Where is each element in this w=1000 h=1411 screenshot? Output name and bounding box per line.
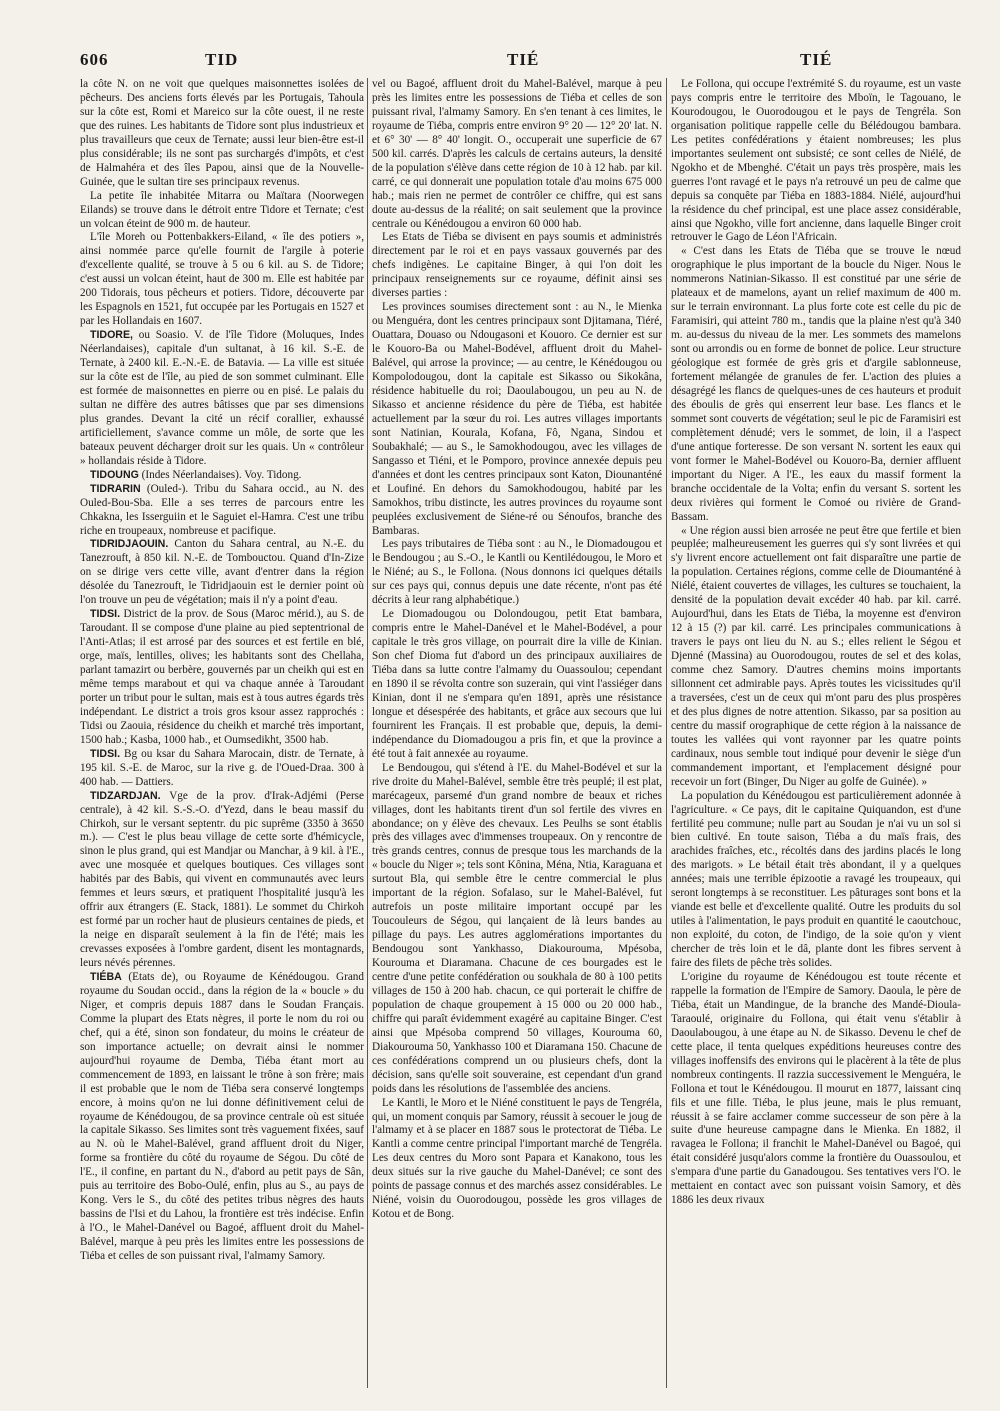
dictionary-entry bbox=[80, 329, 364, 469]
column-divider bbox=[666, 78, 667, 1388]
header-center-word: TIÉ bbox=[507, 50, 540, 69]
entry-headword: TIDSI. bbox=[90, 608, 121, 621]
paragraph-text: (Ouled-). Tribu du Sahara occid., au N. des Ouled-Bou-Sba. Elle a ses terres de parcours entre les Chkakna, les Isserguiin et le Saguiet el-Hamra. C'est une tribu riche en troupeaux, nombreuse et pacifique. bbox=[80, 482, 364, 537]
paragraph bbox=[80, 190, 364, 232]
paragraph-text: Les pays tributaires de Tiéba sont : au N., le Diomadougou et le Bendougou ; au S.-O., le Kantli ou Kentilédougou, le Moro et le Niéné; au S., le Follona. (Nous donnons ici quelques détails sur ces pays qui, connus depuis une date récente, n'ont pas été décrits à leur rang alphabétique.) bbox=[372, 538, 662, 607]
entry-headword: TIÉBA bbox=[90, 971, 122, 983]
text-column-2 bbox=[372, 78, 662, 1388]
entry-headword: TIDORE, bbox=[90, 329, 133, 342]
paragraph-text: Le Follona, qui occupe l'extrémité S. du royaume, est un vaste pays compris entre le territoire des Mboïn, le Tagouano, le Kourodougou, le Ouorodougou et le pays de Tengréla. Son organisation politique rappelle celle du Bélédougou bambara. Les petites confédérations y étaient nombreuses; les plus importantes seulement ont subsisté; ce sont celles de Niélé, de Ngokho et de Mbenghé. C'était un pays très prospère, mais les guerres l'ont ravagé et le pays n'a retrouvé un peu de calme que depuis sa conquête par Tiéba en 1883-1884. Niélé, aujourd'hui la résidence du chef principal, est une place assez considérable, ainsi que Ngokho, ville fort ancienne, dans laquelle Binger croit retrouver le Gago de Léon l'Africain. bbox=[671, 78, 961, 244]
paragraph bbox=[372, 231, 662, 301]
dictionary-entry bbox=[80, 608, 364, 748]
header-right-word: TIÉ bbox=[800, 50, 833, 69]
column-divider bbox=[367, 78, 368, 1388]
paragraph-text: La population du Kénédougou est particulièrement adonnée à l'agriculture. « Ce pays, dit le capitaine Quiquandon, est d'une fertilité peu commune; nulle part au Soudan je n'ai vu un sol si bien cultivé. En toute saison, Tiéba a du maïs frais, des arachides fraîches, etc., récoltés dans des jardins placés le long des marigots. » Le bétail était très abondant, il y a quelques années; mais une terrible épizootie a ravagé les troupeaux, qui seront longtemps à se reconstituer. Les pâturages sont bons et la viande est belle et d'excellente qualité. Outre les produits du sol utiles à l'alimentation, le pays produit en quantité le caoutchouc, non exploité, du coton, de l'indigo, de la soie qu'on y vient chercher de très loin et le dâ, plante dont les fibres servent à faire des filets de pêche très solides. bbox=[671, 789, 961, 970]
paragraph bbox=[372, 1097, 662, 1223]
paragraph bbox=[671, 525, 961, 790]
paragraph-text: Bg ou ksar du Sahara Marocain, distr. de Ternate, à 195 kil. S.-E. de Maroc, sur la rive g. de l'Oued-Draa. 300 à 400 hab. — Dattiers. bbox=[80, 747, 364, 788]
dictionary-entry bbox=[80, 748, 364, 790]
dictionary-entry bbox=[80, 971, 364, 1264]
paragraph-text: Le Bendougou, qui s'étend à l'E. du Mahel-Bodével et sur la rive droite du Mahel-Balével, semble être très peuplé; il est plat, marécageux, parsemé d'un grand nombre de beaux et riches villages, dont les habitants tirent d'un sol fertile des vivres en abondance; on y élève des chevaux. Les Peulhs se sont établis près des villages avec d'immenses troupeaux. On y rencontre de très grands centres, connus de presque tous les marchands de la « boucle du Niger »; tels sont Kônina, Ména, Ntia, Karaguana et surtout Bla, qui semble être le centre commercial le plus important de la région. Sofalaso, sur le Mahel-Balével, fut autrefois un poste militaire important occupé par les Toucouleurs de Ségou, qui lançaient de là leurs bandes au pillage du pays. Les autres agglomérations importantes du Bendougou sont Yankhasso, Diakourouma, Mpésoba, Kourouma et Diaramana. Chacune de ces bourgades est le centre d'une petite confédération ou soukhala de 80 à 100 petits villages de 150 à 200 hab. chacun, ce qui porterait le chiffre de population de chaque groupement à 15 000 ou 20 000 hab., chiffre qui paraît évidemment exagéré au capitaine Binger. C'est ainsi que Mpésoba comprend 50 villages, Kourouma 60, Diakourouma 50, Yankhasso 100 et Diaramana 150. Chacune de ces confédérations comprend un ou plusieurs chefs, dont la décision, sans qu'elle soit souveraine, est cependant d'un grand poids dans les résolutions de l'assemblée des anciens. bbox=[372, 761, 662, 1095]
paragraph-text: Vge de la prov. d'Irak-Adjémi (Perse centrale), à 42 kil. S.-S.-O. d'Yezd, dans le beau massif du Chirkoh, sur le versant septentr. du pic suprême (3350 à 3650 m.). — C'est le plus beau village de cette sorte d'hémicycle, sinon le plus grand, qui est Mandjar ou Manchar, à 9 kil. à l'E., avec une mosquée et quelques boutiques. Ces villages sont habités par des Babis, qui vivent en communautés avec leurs femmes et leurs sœurs, et pratiquent l'hospitalité jusqu'à les offrir aux étrangers (E. Stack, 1881). Le sommet du Chirkoh est formé par un rocher haut de plusieurs centaines de pieds, et la neige en disparaît seulement à la fin de l'été; mais les crevasses exposées à l'ombre gardent, disent les montagnards, leurs névés pérennes. bbox=[80, 789, 364, 970]
paragraph-text: « C'est dans les Etats de Tiéba que se trouve le nœud orographique le plus important de la boucle du Niger. Nous le nommerons Natinian-Sikasso. Il est constitué par une série de plateaux et de mamelons, ayant un relief maximum de 400 m. sur le terrain environnant. La plus forte cote est celle du pic de Faramisiri, qui atteint 780 m., tandis que la plaine n'est qu'à 340 m. au-dessus du niveau de la mer. Les sommets des mamelons sont ou arrondis ou en forme de bonnet de police. Leur structure géologique est formée de grès gris et d'argile sablonneuse, fortement mélangée de granules de fer. L'action des pluies a désagrégé les flancs de quelques-unes de ces hauteurs et produit des éboulis de grès qui enserrent leur base. Les flancs et le sommet sont couverts de végétation; seul le pic de Faramisiri est complètement dénudé; vers le sommet, de loin, il a l'aspect d'une antique forteresse. De son versant N. sortent les eaux qui vont former le Mahel-Bodével ou Kouoro-Ba, dernier affluent important du Niger. A l'E., les eaux du massif forment la branche occidentale de la Volta; enfin du versant S. sortent les deux rivières qui forment le Comoé ou rivière de Grand-Bassam. bbox=[671, 245, 961, 523]
entry-headword: TIDSI. bbox=[90, 747, 121, 760]
paragraph bbox=[372, 762, 662, 1097]
paragraph-text: Le Kantli, le Moro et le Niéné constituent le pays de Tengréla, qui, un moment conquis par Samory, réussit à secouer le joug de l'almamy et à se placer en 1887 sous le protectorat de Tiéba. Le Kantli a comme centre principal l'important marché de Tengréla. Les deux centres du Moro sont Papara et Kanakono, tous les deux situés sur la rive gauche du Mahel-Danével; ce sont des points de passage connus et des marchés assez considérables. Le Niéné, voisin du Ouorodougou, possède les gros villages de Kotou et de Bong. bbox=[372, 1096, 662, 1221]
paragraph bbox=[80, 78, 364, 190]
paragraph bbox=[671, 78, 961, 245]
entry-headword: TIDRIDJAOUIN. bbox=[90, 538, 169, 551]
paragraph bbox=[671, 245, 961, 524]
paragraph-text: « Une région aussi bien arrosée ne peut être que fertile et bien peuplée; malheureusement les guerres qui s'y sont livrées et qui s'y livrent encore actuellement ont fait disparaître une partie de la population. Certaines régions, comme celle de Dioumanténé à Niélé, étaient couvertes de villages, les cultures se touchaient, la densité de la population devait excéder 40 hab. par kil. carré. Aujourd'hui, dans les Etats de Tiéba, la moyenne est d'environ 12 à 15 (?) par kil. carré. Les principales communications à travers le pays ont lieu du N. au S.; elles relient le Ségou et Djenné (Massina) au Ouorodougou, routes de sel et des kolas, comme chez Samory. D'autres chemins moins importants sillonnent cet admirable pays. Après toutes les vicissitudes qu'il a traversées, c'est un de ceux qui m'ont paru des plus prospères et des plus dignes de notre attention. Sikasso, par sa position au centre du massif orographique de cette région à la naissance de toutes les vallées qui vont rayonner par les quatre points cardinaux, nous semble tout indiqué pour devenir le siège d'un commandement important, et l'emplacement désigné pour recevoir un fort (Binger, Du Niger au golfe de Guinée). » bbox=[671, 524, 961, 788]
paragraph-text: Les Etats de Tiéba se divisent en pays soumis et administrés directement par le roi et en pays vassaux gouvernés par des chefs indigènes. Le capitaine Binger, à qui l'on doit les principaux renseignements sur ce royaume, définit ainsi ses diverses parties : bbox=[372, 231, 662, 300]
paragraph-text: District de la prov. de Sous (Maroc mérid.), au S. de Taroudant. Il se compose d'une plaine au pied septentrional de l'Anti-Atlas; il est arrosé par des sources et est fertile en blé, orge, maïs, lentilles, olives; les habitants sont des Chellaha, parlant tamazirt ou berbère, gouvernés par un cheikh qui est en même temps marabout et qui va chaque année à Taroudant porter un tribut pour le sultan, mais est à tous autres égards très indépendant. Le district a trois gros ksour assez rapprochés : Tidsi ou Zaouia, résidence du cheikh et marché très important, 1500 hab.; Kasba, 1000 hab., et Oumsedikht, 3500 hab. bbox=[80, 608, 364, 746]
paragraph-text: (Indes Néerlandaises). Voy. Tidong. bbox=[138, 468, 302, 481]
paragraph-text: L'île Moreh ou Pottenbakkers-Eiland, « île des potiers », ainsi nommée parce qu'elle fournit de l'argile à poterie d'excellente qualité, se trouve à 5 ou 6 kil. au S. de Tidore; c'est aussi un volcan éteint, haut de 300 m. Elle est habitée par 200 Tidorais, tous pêcheurs et potiers. Tidore, découverte par les Espagnols en 1521, fut occupée par les Portugais en 1527 et par les Hollandais en 1607. bbox=[80, 231, 364, 328]
dictionary-entry bbox=[80, 483, 364, 539]
paragraph-text: (Etats de), ou Royaume de Kénédougou. Grand royaume du Soudan occid., dans la région de la « boucle » du Niger, et compris depuis 1887 dans le Soudan Français. Comme la plupart des Etats nègres, il porte le nom du roi ou chef, qui a été, sinon son fondateur, du moins le créateur de son importance actuelle; on devrait ainsi le nommer aujourd'hui royaume de Demba, Tiéba étant mort au commencement de 1893, en laissant le trône à son frère; mais il est probable que le nom de Tiéba sera conservé longtemps encore, à moins qu'on ne lui donne définitivement celui de royaume de Kénédougou, de sa province centrale où est située la capitale Sikasso. Ses limites sont très vaguement fixées, sauf au N. où le Mahel-Balével, grand affluent droit du Niger, forme sa frontière du côté du royaume de Ségou. Du côté de l'E., il confine, en partant du N., d'abord au petit pays de Sân, puis au territoire des Bobo-Oulé, enfin, plus au S., au pays de Kong. Vers le S., du côté des petites tribus nègres des hauts bassins de l'Isi et du Lahou, la frontière est très indécise. Enfin à l'O., le Mahel-Danével ou Bagoé, affluent droit du Mahel-Balével, marque à peu près les limites entre les possessions de Tiéba et celles de son puissant rival, l'almamy Samory. bbox=[80, 971, 364, 1263]
paragraph-text: La petite île inhabitée Mitarra ou Maïtara (Noorwegen Eilands) se trouve dans le détroit entre Tidore et Ternate; c'est un volcan éteint de 900 m. de hauteur. bbox=[80, 189, 364, 230]
paragraph-text: vel ou Bagoé, affluent droit du Mahel-Balével, marque à peu près les limites entre les possessions de Tiéba et celles de son puissant rival, l'almamy Samory. En s'en tenant à ces limites, le royaume de Tiéba, compris entre environ 9° 20 — 12° 20' lat. N. et 6° 30' — 8° 40' longit. O., occuperait une superficie de 67 500 kil. carrés. D'après les calculs de certains auteurs, la densité de la population s'élève dans cette région de 10 à 12 hab. par kil. carré, ce qui donnerait une population totale d'au moins 675 000 hab.; mais rien ne permet de contrôler ce chiffre, qui est sans doute au-dessus de la réalité; on sait seulement que la province centrale ou Kénédougou a environ 60 000 hab. bbox=[372, 78, 662, 230]
paragraph bbox=[671, 971, 961, 1208]
page-number: 606 bbox=[80, 50, 109, 69]
paragraph-text: Canton du Sahara central, au N.-E. du Tanezrouft, à 850 kil. N.-E. de Tombouctou. Quand d'In-Zize on se dirige vers cette ville, avant d'entrer dans la région désolée du Tanezrouft, le Tidridjaouin est le dernier point où l'on trouve un peu de végétation; mais il n'y a point d'eau. bbox=[80, 538, 364, 607]
text-column-1 bbox=[80, 78, 364, 1388]
paragraph-text: la côte N. on ne voit que quelques maisonnettes isolées de pêcheurs. Des anciens forts élevés par les Portugais, Tahoula sur la côte est, Romi et Mareico sur la côte ouest, il ne reste que des ruines. Les habitants de Tidore sont plus industrieux et plus travailleurs que ceux de Ternate; aussi leur bien-être est-il plus considérable; ils ne sont pas surchargés d'impôts, et c'est de Halmahéra et des îles Papou, ainsi que de la Nouvelle-Guinée, que le sultan tire ses principaux revenus. bbox=[80, 78, 364, 188]
paragraph bbox=[372, 608, 662, 761]
paragraph-text: ou Soasio. V. de l'île Tidore (Moluques, Indes Néerlandaises), capitale d'un sultanat, à 16 kil. S.-E. de Ternate, à 2400 kil. E.-N.-E. de Batavia. — La ville est située sur la côte est de l'île, au pied de son sommet culminant. Elle est formée de maisonnettes en pierre ou en pisé. Le palais du sultan ne diffère des autres bâtisses que par ses dimensions plus grandes. Devant la cité un récif corallier, exhaussé artificiellement, s'avance comme un môle, de sorte que les bateaux peuvent décharger droit sur les quais. Un « contrôleur » hollandais réside à Tidore. bbox=[80, 329, 364, 467]
dictionary-entry bbox=[80, 538, 364, 608]
paragraph bbox=[80, 231, 364, 329]
text-column-3 bbox=[671, 78, 961, 1388]
entry-headword: TIDZARDJAN. bbox=[90, 789, 161, 802]
running-header bbox=[0, 50, 1000, 80]
paragraph bbox=[372, 301, 662, 538]
paragraph bbox=[372, 538, 662, 608]
paragraph bbox=[372, 78, 662, 231]
dictionary-entry bbox=[80, 469, 364, 483]
paragraph bbox=[671, 790, 961, 971]
entry-headword: TIDRARIN bbox=[90, 482, 141, 495]
dictionary-entry bbox=[80, 790, 364, 971]
paragraph-text: L'origine du royaume de Kénédougou est toute récente et rappelle la formation de l'Empire de Samory. Daoula, le père de Tiéba, était un Mandingue, de la branche des Mandé-Dioula-Taraoulé, originaire du Follona, qui était venu s'établir à Daoulabougou, à une étape au N. de Sikasso. Devenu le chef de cette place, il tenta quelques expéditions heureuses contre des villages inoffensifs des environs qui le placèrent à la tête de plus nombreux contingents. Il razzia successivement le Menguéra, le Follona et tout le Kénédougou. Il mourut en 1877, laissant cinq fils et une fille. Tiéba, le plus jeune, mais le plus remuant, réussit à se faire acclamer comme successeur de son père à la suite d'une heureuse campagne dans le Mienka. En 1882, il ravagea le Follona; il franchit le Mahel-Danével ou Bagoé, qui était considéré jusqu'alors comme la frontière du Ouassoulou, et s'empara d'une partie du Ganadougou. Ses tentatives vers l'O. le mettaient en contact avec son puissant voisin Samory, et dès 1886 les deux rivaux bbox=[671, 971, 961, 1207]
paragraph-text: Le Diomadougou ou Dolondougou, petit Etat bambara, compris entre le Mahel-Danével et le Mahel-Bodével, a pour capitale le très gros village, on pourrait dire la ville de Kinian. Son chef Dioma fut d'abord un des principaux auxiliaires de Tiéba dans sa lutte contre l'almamy du Ouassoulou; cependant en 1890 il se révolta contre son suzerain, qui vint l'assiéger dans Kinian, dont il ne s'empara qu'en 1891, après une résistance longue et désespérée des habitants, et grâce aux secours que lui fournirent les Français. Il est probable que, depuis, la demi-indépendance du Diomadougou a pris fin, et que la province a été tout à fait annexée au royaume. bbox=[372, 608, 662, 760]
header-left-word: TID bbox=[205, 50, 239, 69]
entry-headword: TIDOUNG bbox=[90, 468, 139, 481]
paragraph-text: Les provinces soumises directement sont : au N., le Mienka ou Menguéra, dont les centres principaux sont Djitamana, Tiéré, Ouattara, Douaso ou Ndougasoni et Kouoro. Ce dernier est sur le Kouoro-Ba ou Mahel-Bodével, affluent droit du Mahel-Balével, qui arrose la province; — au centre, le Kénédougou ou Kompolodougou, dont la capitale est Sikasso ou Sikokâna, résidence habituelle du roi; Daoulabougou, un peu au N. de Sikasso et ancienne résidence du père de Tiéba, est habitée actuellement par la sœur du roi. Les autres villages importants sont Natinian, Kourala, Kofana, Fô, Ngana, Sindou et Soubakhalé; — au S., le Samokhodougou, avec les villages de Sangasso et Tiéni, et le Pomporo, province annexée depuis peu d'années et dont les centres principaux sont Katon, Diounanténé et Loufiné. En dehors du Samokhodougou, habité par les Samokhos, tribu distincte, les autres provinces du royaume sont peuplées exclusivement de Siéne-ré ou Sénoufos, branche des Bambaras. bbox=[372, 301, 662, 537]
